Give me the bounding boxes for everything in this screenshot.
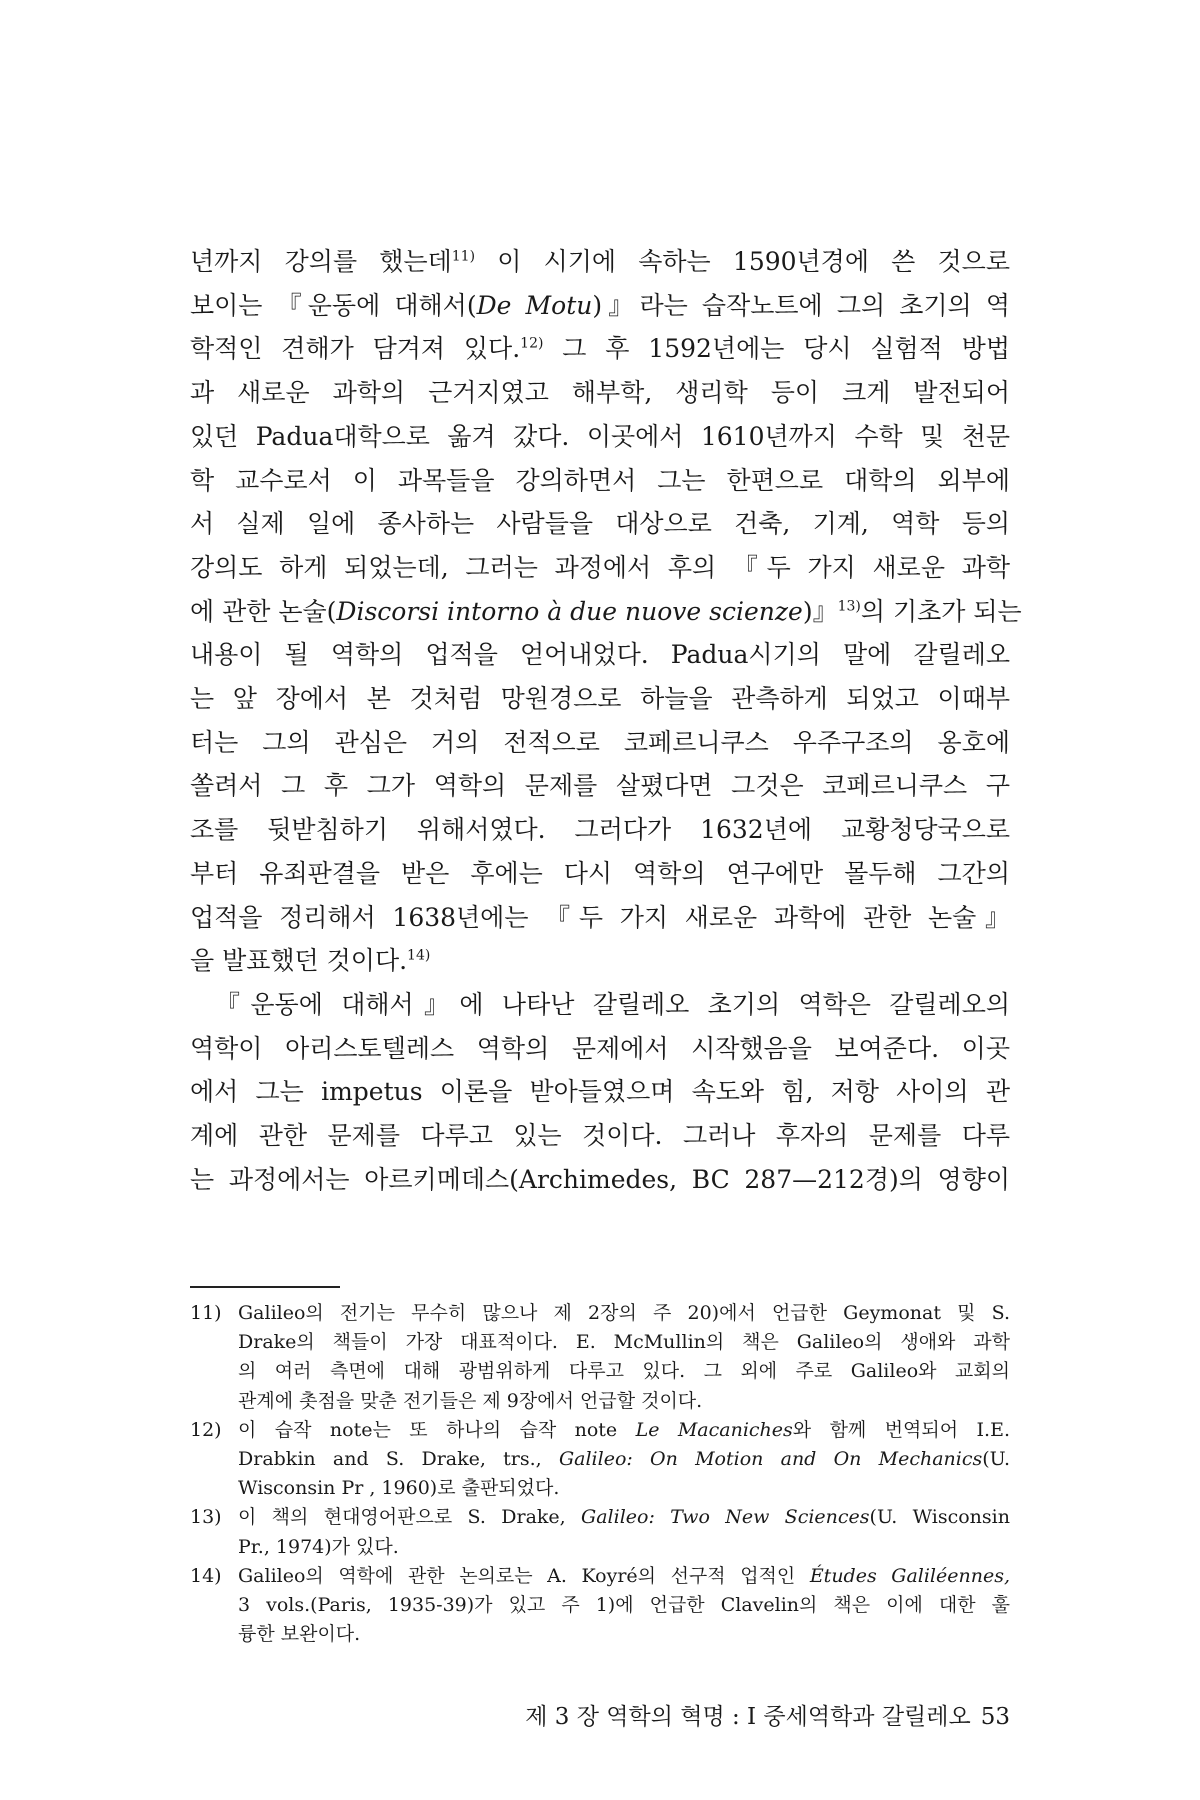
- body-text: [190, 240, 1022, 1201]
- text-line: 쏠려서 그 후 그가 역학의 문제를 살폈다면 그것은 코페르니쿠스 구: [190, 771, 1010, 801]
- footnote: [190, 1562, 1010, 1650]
- footnote: [190, 1416, 1010, 1504]
- text-line: 년까지 강의를 했는데$^{11)}$ 이 시기에 속하는 1590년경에 쓴 것으로: [190, 247, 1010, 276]
- footnote-number: 12): [190, 1418, 222, 1441]
- text-line: 역학이 아리스토텔레스 역학의 문제에서 시작했음을 보여준다. 이곳: [190, 1033, 1010, 1063]
- footnote-number: 11): [190, 1302, 222, 1324]
- footnote-text: Galileo의 역학에 관한 논의로는 A. Koyré의 선구적 업적인 Études Galiléennes, 3 vols.(Paris, 1935-39)가 있고 주 1)에 언급한 Clavelin의 책은 이에 대한 훌 륭한 보완이다.: [238, 1564, 1010, 1646]
- footnote-number: 13): [190, 1506, 222, 1529]
- footnote-divider: [190, 1286, 340, 1288]
- text-line: 과 새로운 과학의 근거지였고 해부학, 생리학 등이 크게 발전되어: [190, 378, 1010, 408]
- text-line: 계에 관한 문제를 다루고 있는 것이다. 그러나 후자의 문제를 다루: [190, 1121, 1010, 1151]
- text-line: 학적인 견해가 담겨져 있다.$^{12)}$ 그 후 1592년에는 당시 실험적 방법: [190, 334, 1010, 364]
- italic-title: Discorsi intorno à due nuove scienze: [336, 596, 803, 626]
- footnote-ref[interactable]: 12): [520, 336, 544, 353]
- footnote-number: 14): [190, 1564, 222, 1587]
- text-line: 내용이 될 역학의 업적을 얻어내었다. Padua시기의 말에 갈릴레오: [190, 640, 1010, 670]
- italic-title: De Motu: [476, 290, 593, 320]
- chapter-title: 제 3 장 역학의 혁명 : I 중세역학과 갈릴레오: [525, 1704, 971, 1730]
- text-line: 서 실제 일에 종사하는 사람들을 대상으로 건축, 기계, 역학 등의: [190, 509, 1010, 539]
- text-line: 학 교수로서 이 과목들을 강의하면서 그는 한편으로 대학의 외부에: [190, 465, 1010, 495]
- text-line: 있던 Padua대학으로 옮겨 갔다. 이곳에서 1610년까지 수학 및 천문: [190, 421, 1010, 451]
- footnote-text: 이 습작 note는 또 하나의 습작 note Le Macaniches와 함께 번역되어 I.E. Drabkin and S. Drake, trs., Galileo: On Motion and On Mechanics(U. Wisconsin Pr , 1960)로 출판되었다.: [238, 1418, 1010, 1500]
- text-line: 업적을 정리해서 1638년에는 『두 가지 새로운 과학에 관한 논술』: [190, 902, 1010, 932]
- text-line: 강의도 하게 되었는데, 그러는 과정에서 후의 『두 가지 새로운 과학: [190, 552, 1010, 582]
- text-line: 조를 뒷받침하기 위해서였다. 그러다가 1632년에 교황청당국으로: [190, 815, 1010, 845]
- text-line: 에 관한 논술(Discorsi intorno à due nuove scienze)』$^{13)}$의 기초가 되는: [190, 596, 1022, 626]
- text-line: 터는 그의 관심은 거의 전적으로 코페르니쿠스 우주구조의 옹호에: [190, 727, 1010, 757]
- page-number: 53: [980, 1704, 1010, 1730]
- text-line: 부터 유죄판결을 받은 후에는 다시 역학의 연구에만 몰두해 그간의: [190, 858, 1010, 888]
- footnote-ref[interactable]: 14): [407, 947, 431, 964]
- footnote: [190, 1503, 1010, 1561]
- footnote-ref[interactable]: 11): [451, 248, 476, 265]
- running-footer: [420, 1702, 1010, 1732]
- footnote: [190, 1299, 1010, 1416]
- footnote-text: 이 책의 현대영어판으로 S. Drake, Galileo: Two New Sciences(U. Wisconsin Pr., 1974)가 있다.: [238, 1506, 1010, 1558]
- footnote-ref[interactable]: 13): [837, 598, 861, 615]
- text-line: 에서 그는 impetus 이론을 받아들였으며 속도와 힘, 저항 사이의 관: [190, 1077, 1010, 1107]
- footnotes: [190, 1299, 1010, 1649]
- text-line: 을 발표했던 것이다.$^{14)}$: [190, 946, 431, 976]
- text-line: 는 앞 장에서 본 것처럼 망원경으로 하늘을 관측하게 되었고 이때부: [190, 684, 1010, 714]
- text-line: 『운동에 대해서』에 나타난 갈릴레오 초기의 역학은 갈릴레오의: [215, 989, 1010, 1019]
- text-line: 는 과정에서는 아르키메데스(Archimedes, BC 287—212경)의 영향이: [190, 1164, 1010, 1194]
- text-line: 보이는 『운동에 대해서(De Motu)』라는 습작노트에 그의 초기의 역: [190, 290, 1010, 320]
- footnote-text: Galileo의 전기는 무수히 많으나 제 2장의 주 20)에서 언급한 Geymonat 및 S. Drake의 책들이 가장 대표적이다. E. McMullin의 책은 Galileo의 생애와 과학 의 여러 측면에 대해 광범위하게 다루고 있다. 그 외에 주로 Galileo와 교회의 관계에 촛점을 맞춘 전기들은 제 9장에서 언급할 것이다.: [238, 1302, 1010, 1412]
